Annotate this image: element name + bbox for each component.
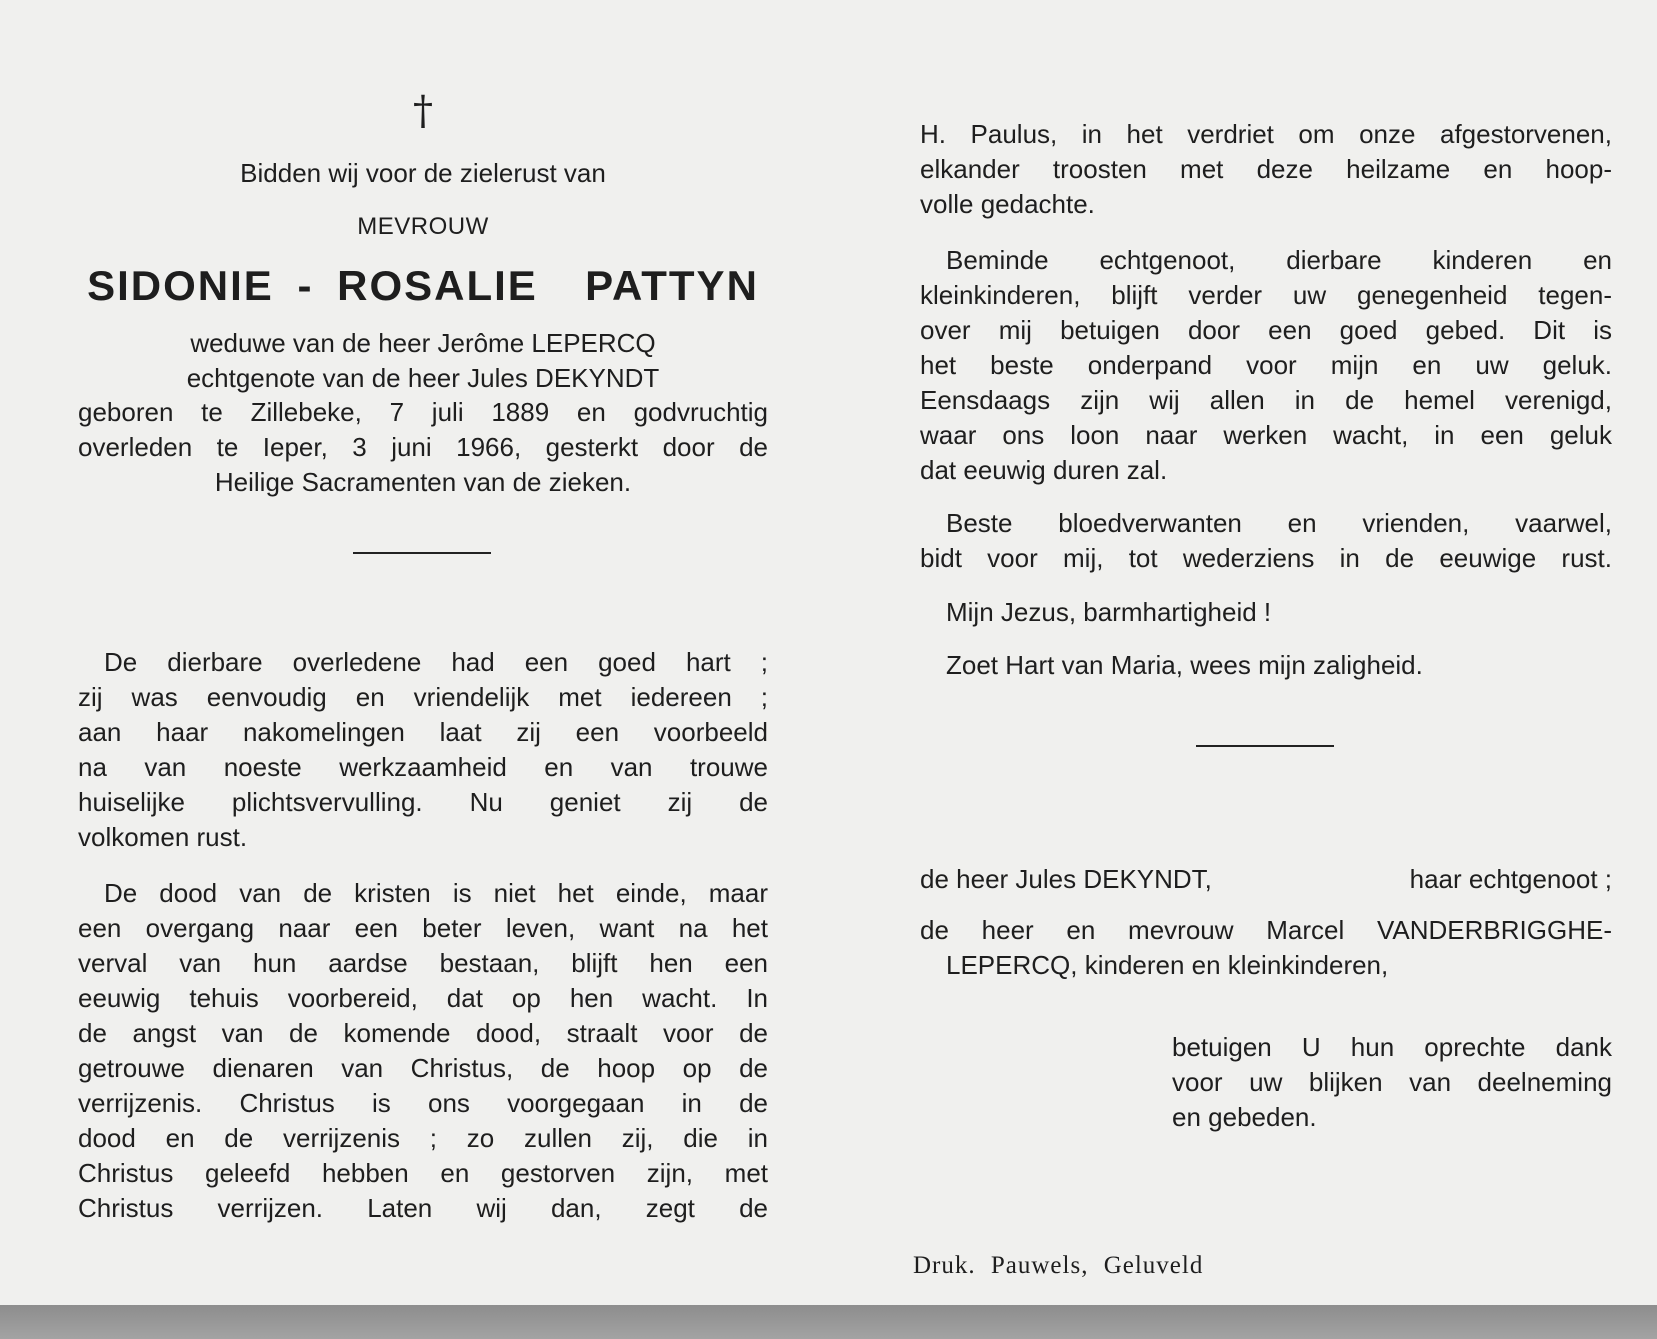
para2-line: een overgang naar een beter leven, want na het bbox=[78, 913, 768, 943]
family-spouse-name: de heer Jules DEKYNDT, bbox=[920, 864, 1212, 894]
right-para2-line: dat eeuwig duren zal. bbox=[920, 455, 1168, 485]
para2-line: Christus verrijzen. Laten wij dan, zegt de bbox=[78, 1193, 768, 1223]
thanks-line: voor uw blijken van deelneming bbox=[1172, 1067, 1612, 1097]
right-para1-line: H. Paulus, in het verdriet om onze afgestorvenen, bbox=[920, 119, 1612, 149]
right-para1-line: elkander troosten met deze heilzame en hoop- bbox=[920, 154, 1612, 184]
family-children-line-2: LEPERCQ, kinderen en kleinkinderen, bbox=[946, 950, 1389, 980]
right-para2-line: waar ons loon naar werken wacht, in een geluk bbox=[920, 420, 1612, 450]
para1-line: na van noeste werkzaamheid en van trouwe bbox=[78, 752, 768, 782]
farewell-paragraph bbox=[920, 506, 1612, 576]
scan-background-edge bbox=[0, 1305, 1657, 1339]
paulus-paragraph bbox=[920, 117, 1612, 222]
para2-line: eeuwig tehuis voorbereid, dat op hen wacht. In bbox=[78, 983, 768, 1013]
birth-line-3: Heilige Sacramenten van de zieken. bbox=[214, 467, 632, 497]
widow-of-line: weduwe van de heer Jerôme LEPERCQ bbox=[190, 328, 656, 358]
printer-imprint: Druk. Pauwels, Geluveld bbox=[913, 1252, 1204, 1279]
para2-line: getrouwe dienaren van Christus, de hoop op de bbox=[78, 1053, 768, 1083]
right-para2-line: het beste onderpand voor mijn en uw geluk. bbox=[920, 350, 1612, 380]
right-para1-line: volle gedachte. bbox=[920, 189, 1095, 219]
right-para2-line: over mij betuigen door een goed gebed. Dit is bbox=[920, 315, 1612, 345]
para1-line: huiselijke plichtsvervulling. Nu geniet zij de bbox=[78, 787, 768, 817]
divider-left bbox=[353, 552, 491, 554]
honorific: MEVROUW bbox=[357, 213, 489, 240]
right-para2-line: Eensdaags zijn wij allen in de hemel verenigd, bbox=[920, 385, 1612, 415]
para2-line: De dood van de kristen is niet het einde, maar bbox=[104, 878, 768, 908]
birth-line-1: geboren te Zillebeke, 7 juli 1889 en godvruchtig bbox=[78, 397, 768, 427]
resurrection-paragraph bbox=[78, 876, 768, 1226]
para1-line: De dierbare overledene had een goed hart ; bbox=[104, 647, 768, 677]
deceased-name: SIDONIE - ROSALIE PATTYN bbox=[87, 262, 759, 309]
family-spouse-role: haar echtgenoot ; bbox=[1409, 864, 1612, 894]
thanks-paragraph bbox=[1172, 1030, 1612, 1135]
thanks-line: en gebeden. bbox=[1172, 1102, 1317, 1132]
spouse-children-paragraph bbox=[920, 243, 1612, 488]
para1-line: aan haar nakomelingen laat zij een voorbeeld bbox=[78, 717, 768, 747]
para2-line: dood en de verrijzenis ; zo zullen zij, die in bbox=[78, 1123, 768, 1153]
birth-line-2: overleden te Ieper, 3 juni 1966, gesterkt door de bbox=[78, 432, 768, 462]
right-para3-line: Beste bloedverwanten en vrienden, vaarwel, bbox=[946, 508, 1612, 538]
thanks-line: betuigen U hun oprechte dank bbox=[1172, 1032, 1612, 1062]
para1-line: volkomen rust. bbox=[78, 822, 248, 852]
prayer-1: Mijn Jezus, barmhartigheid ! bbox=[946, 597, 1272, 627]
para2-line: Christus geleefd hebben en gestorven zijn, met bbox=[78, 1158, 768, 1188]
family-children-line-1: de heer en mevrouw Marcel VANDERBRIGGHE- bbox=[920, 915, 1612, 945]
para2-line: verrijzenis. Christus is ons voorgegaan in de bbox=[78, 1088, 768, 1118]
character-paragraph bbox=[78, 645, 768, 855]
family-children bbox=[920, 913, 1612, 983]
divider-right bbox=[1196, 745, 1334, 747]
cross-icon: † bbox=[413, 88, 433, 134]
para2-line: verval van hun aardse bestaan, blijft hen een bbox=[78, 948, 768, 978]
right-para3-line: bidt voor mij, tot wederziens in de eeuwige rust. bbox=[920, 543, 1612, 573]
prayer-2: Zoet Hart van Maria, wees mijn zaligheid. bbox=[946, 650, 1423, 680]
para2-line: de angst van de komende dood, straalt voor de bbox=[78, 1018, 768, 1048]
right-para2-line: kleinkinderen, blijft verder uw genegenheid tegen- bbox=[920, 280, 1612, 310]
birth-death-paragraph bbox=[78, 395, 768, 500]
intro-text: Bidden wij voor de zielerust van bbox=[240, 158, 606, 188]
para1-line: zij was eenvoudig en vriendelijk met iedereen ; bbox=[78, 682, 768, 712]
right-para2-line: Beminde echtgenoot, dierbare kinderen en bbox=[946, 245, 1612, 275]
spouse-of-line: echtgenote van de heer Jules DEKYNDT bbox=[186, 363, 660, 393]
